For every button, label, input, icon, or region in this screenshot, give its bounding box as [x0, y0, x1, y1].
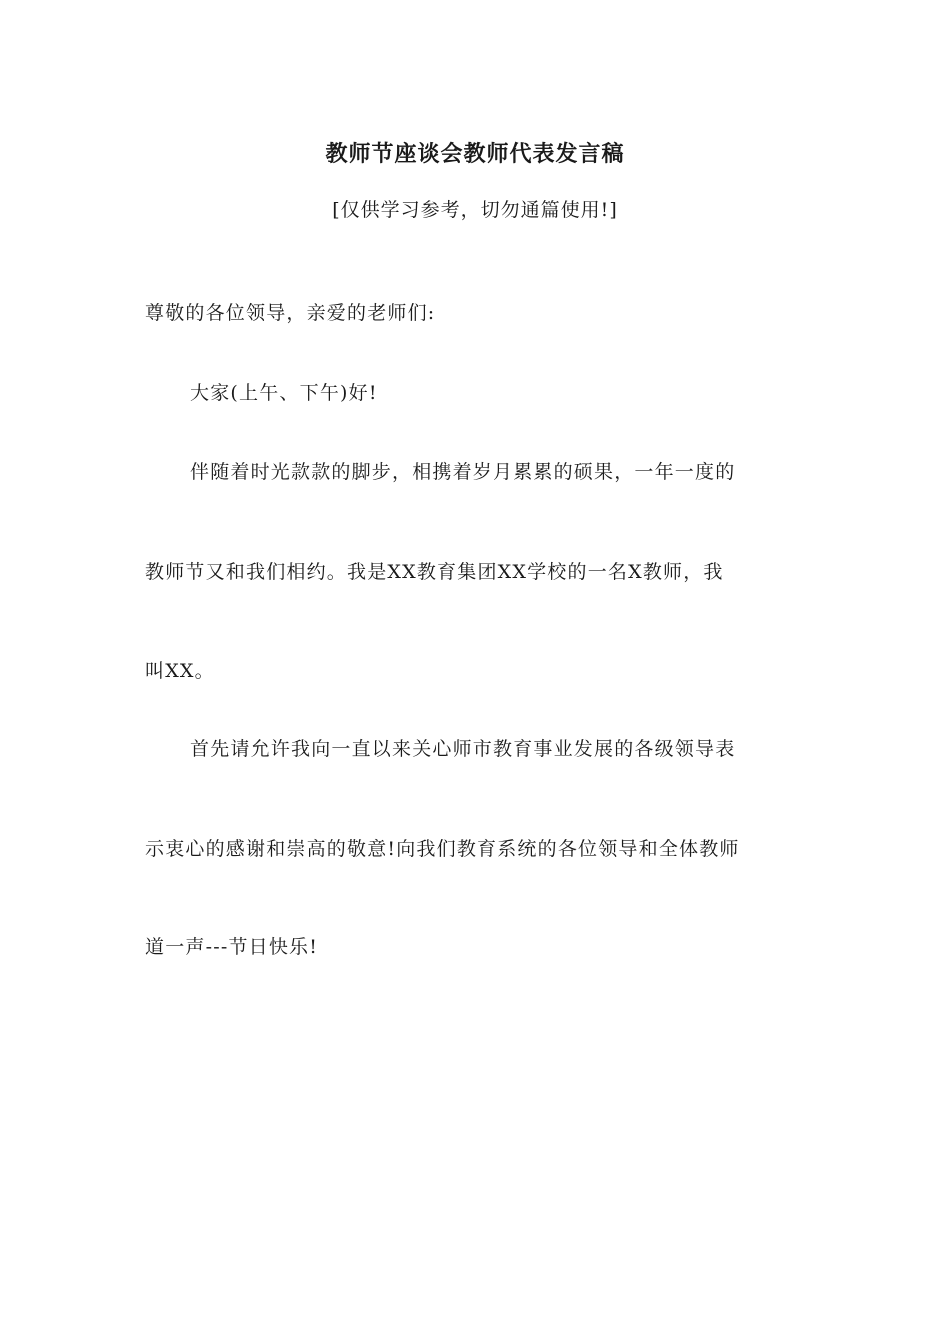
paragraph-line: 首先请允许我向一直以来关心师市教育事业发展的各级领导表: [190, 738, 736, 760]
greeting-line: 大家(上午、下午)好!: [190, 382, 378, 404]
paragraph-line: 叫XX。: [145, 660, 215, 682]
usage-notice: [仅供学习参考，切勿通篇使用!]: [332, 199, 618, 221]
paragraph-line: 伴随着时光款款的脚步，相携着岁月累累的硕果，一年一度的: [190, 461, 736, 483]
document-title: 教师节座谈会教师代表发言稿: [325, 141, 625, 167]
paragraph-line: 示衷心的感谢和崇高的敬意!向我们教育系统的各位领导和全体教师: [145, 838, 740, 860]
paragraph-line: 道一声---节日快乐!: [145, 936, 319, 958]
salutation-line: 尊敬的各位领导，亲爱的老师们:: [145, 302, 436, 324]
paragraph-line: 教师节又和我们相约。我是XX教育集团XX学校的一名X教师，我: [145, 561, 724, 583]
